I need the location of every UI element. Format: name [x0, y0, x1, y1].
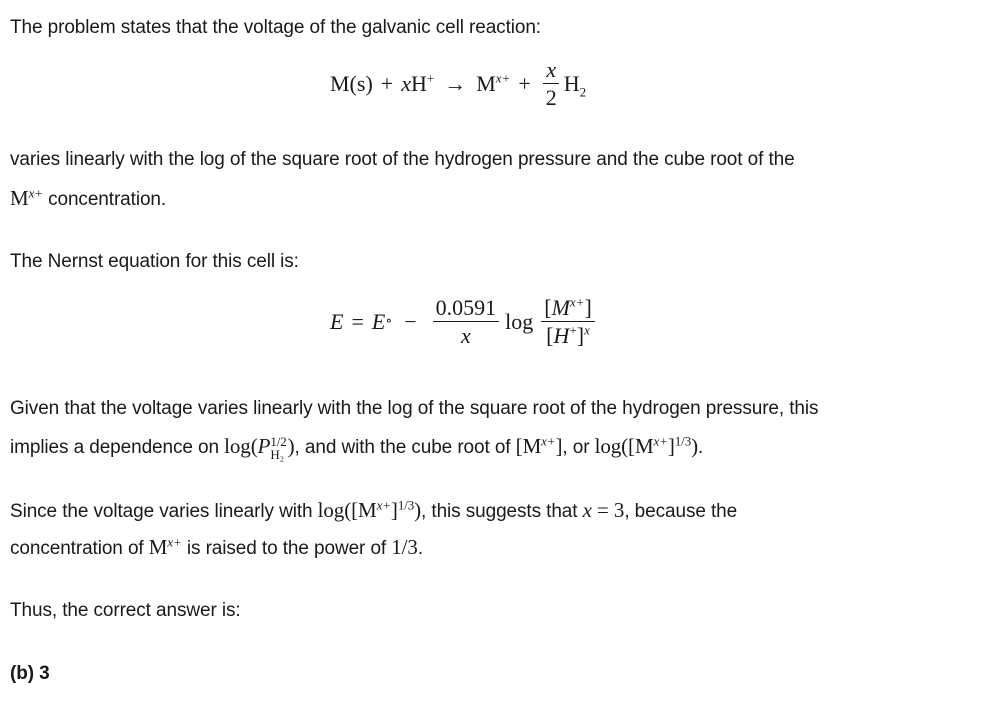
reaction-coef: x — [401, 70, 411, 96]
intro-text: The problem states that the voltage of the galvanic cell reaction: — [10, 17, 541, 38]
reaction-h-ion: H+ — [410, 70, 435, 96]
conclusion-intro: Thus, the correct answer is: — [10, 600, 241, 621]
reaction-plus: + — [380, 70, 394, 96]
given-line1: Given that the voltage varies linearly with the log of the square root of the hydrogen pressure, this — [10, 398, 819, 419]
nernst-intro: The Nernst equation for this cell is: — [10, 251, 299, 272]
since-line1: Since the voltage varies linearly with $\log([M^{x+}]^{1/3})$, this suggests that x = 3, because the — [10, 497, 738, 522]
reaction-plus-2: + — [518, 70, 531, 96]
reaction-metal-ion: $M^{x+}$ — [476, 70, 511, 96]
para1-line2: $M^{x+}$ concentration. — [10, 185, 167, 210]
reaction-equation — [330, 58, 586, 109]
reaction-h2: $H_2$ — [563, 70, 587, 99]
reaction-metal: M(s) — [330, 70, 373, 96]
given-line2: implies a dependence on log(P 1/2 H₂ ), and with the cube root of $[M^{x+}]$, or $\log([M^{x+}]^{1/3})$. — [10, 433, 704, 462]
reaction-arrow: → — [444, 70, 467, 96]
since-line2: concentration of $M^{x+}$ is raised to the power of 1/3. — [10, 534, 424, 559]
nernst-equation: E = E ∘ − $\frac{0.0591}{x}$ log $\frac{[M^{x+}]}{[H^+]^x}$ — [330, 296, 599, 347]
para1-line1: varies linearly with the log of the square root of the hydrogen pressure and the cube root of the — [10, 149, 795, 170]
nernst-ratio: $\frac{[M^{x+}]}{[H^+]^x}$ — [541, 296, 595, 347]
nernst-coefficient: $\frac{0.0591}{x}$ — [433, 296, 500, 347]
final-answer: (b) 3 — [10, 663, 50, 684]
reaction-fraction: $\frac{x}{2}$ — [543, 58, 560, 109]
